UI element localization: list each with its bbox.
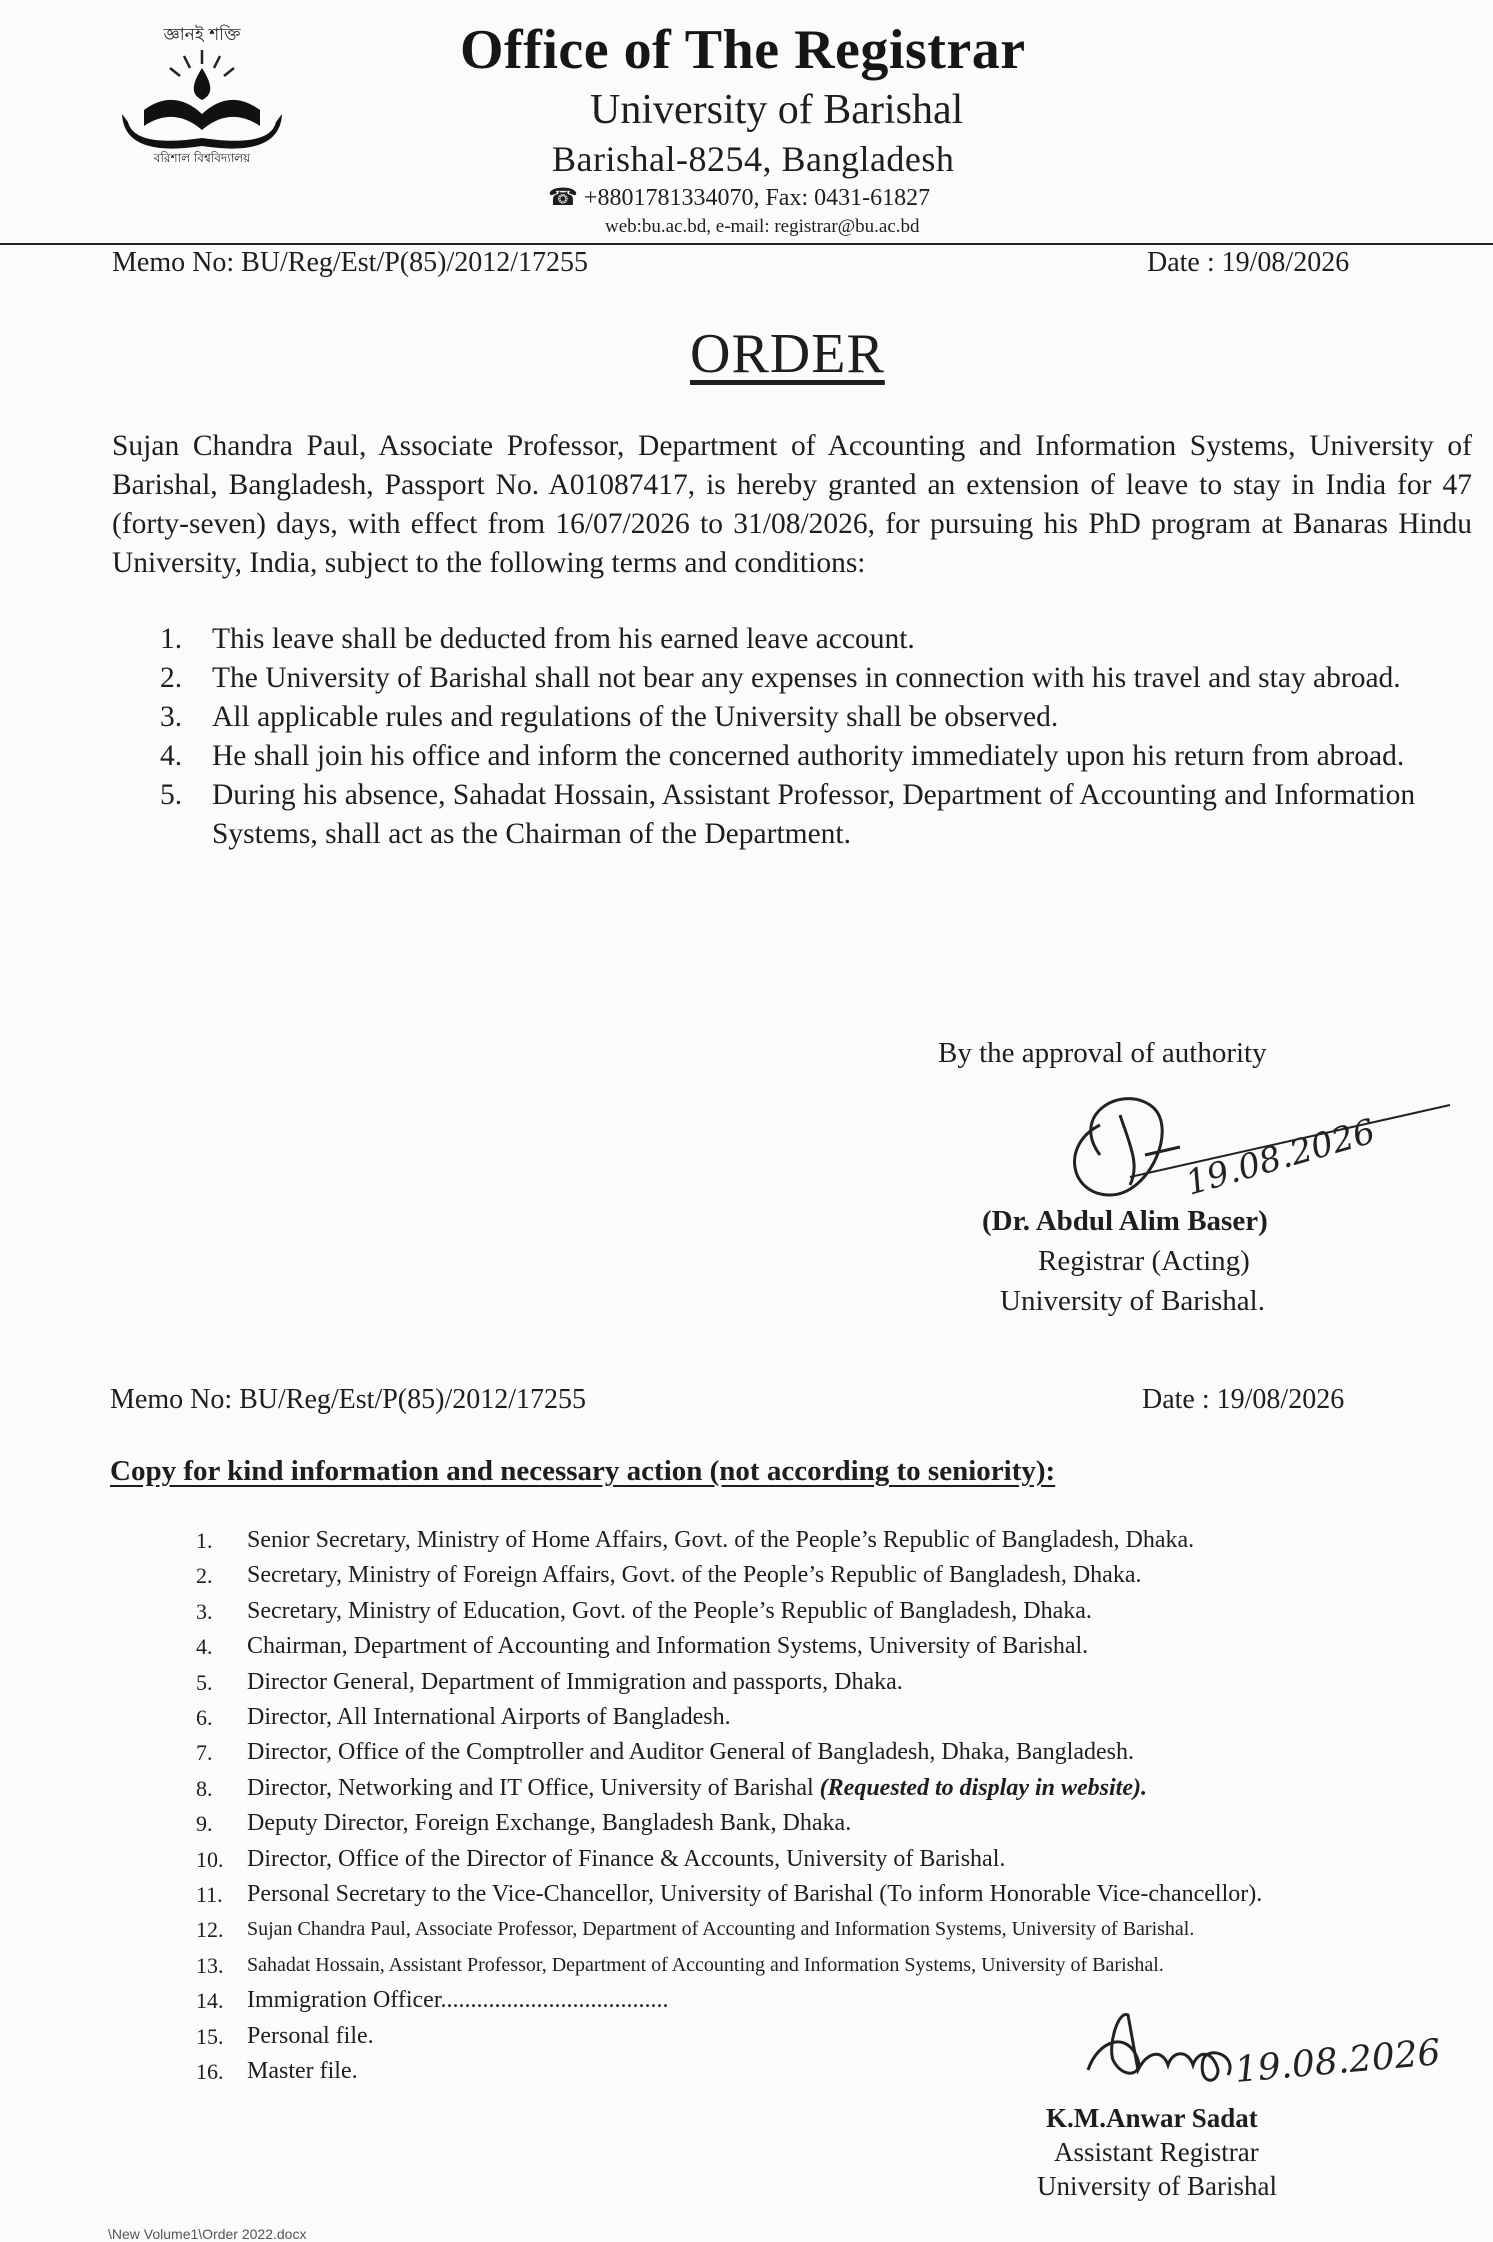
copy-text: Personal file. — [247, 2022, 374, 2049]
copy-item — [190, 1948, 1450, 1983]
condition-item — [112, 698, 1472, 737]
contact-line — [548, 183, 930, 212]
registrar-organization: University of Barishal. — [1000, 1285, 1265, 1317]
copy-number: 15. — [196, 2023, 224, 2049]
university-address: Barishal-8254, Bangladesh — [552, 139, 955, 179]
office-title: Office of The Registrar — [460, 19, 1026, 81]
condition-number: 2. — [160, 662, 183, 694]
university-name: University of Barishal — [590, 87, 964, 133]
copy-text: Director, Office of the Director of Finance & Accounts, University of Barishal. — [247, 1845, 1006, 1872]
copy-item — [190, 1629, 1450, 1664]
logo-caption: বরিশাল বিশ্ববিদ্যালয় — [153, 151, 251, 165]
web-email-line: web:bu.ac.bd, e-mail: registrar@bu.ac.bd — [605, 216, 920, 237]
signature-date: 19.08.2026 — [1181, 1111, 1380, 1204]
copy-text: Director General, Department of Immigration and passports, Dhaka. — [247, 1668, 903, 1695]
copy-number: 14. — [196, 1988, 224, 2014]
copy-item — [190, 1842, 1450, 1877]
copy-number: 8. — [196, 1775, 213, 1801]
copy-item — [190, 1665, 1450, 1700]
condition-item — [112, 620, 1472, 659]
footer-file-path: \New Volume1\Order 2022.docx — [108, 2226, 307, 2242]
assistant-registrar-title: Assistant Registrar — [1054, 2137, 1259, 2167]
condition-item — [112, 659, 1472, 698]
memo-date: Date : 19/08/2026 — [1147, 247, 1350, 278]
memo-date-copy: Date : 19/08/2026 — [1142, 1384, 1345, 1415]
copy-text: Director, Office of the Comptroller and Auditor General of Bangladesh, Dhaka, Bangladesh. — [247, 1739, 1134, 1766]
copy-text: Secretary, Ministry of Education, Govt. of the People’s Republic of Bangladesh, Dhaka. — [247, 1597, 1092, 1624]
copy-number: 10. — [196, 1846, 224, 1872]
copy-text: Senior Secretary, Ministry of Home Affairs, Govt. of the People’s Republic of Bangladesh, Dhaka. — [247, 1527, 1195, 1553]
condition-text: During his absence, Sahadat Hossain, Assistant Professor, Department of Accounting and Information Systems, shall act as the Chairman of the Department. — [212, 779, 1416, 850]
copy-number: 7. — [196, 1740, 213, 1766]
copy-item — [190, 1877, 1450, 1912]
condition-text: He shall join his office and inform the concerned authority immediately upon his return from abroad. — [212, 740, 1405, 772]
university-seal-logo — [104, 18, 294, 168]
copy-number: 16. — [196, 2059, 224, 2085]
copy-text: Immigration Officer...................................... — [247, 1987, 669, 2014]
assistant-registrar-name: K.M.Anwar Sadat — [1046, 2103, 1258, 2133]
approval-text: By the approval of authority — [938, 1037, 1267, 1069]
condition-number: 5. — [160, 779, 183, 811]
order-title: ORDER — [690, 323, 885, 385]
condition-number: 4. — [160, 740, 183, 772]
copy-number: 3. — [196, 1598, 213, 1624]
copy-number: 1. — [196, 1528, 213, 1553]
copy-item — [190, 1771, 1450, 1806]
assistant-registrar-organization: University of Barishal — [1037, 2171, 1277, 2201]
order-body: Sujan Chandra Paul, Associate Professor, Department of Accounting and Information Systems, University of Barishal, Bangladesh, Passport No. A01087417, is hereby granted an extension of leave to stay in India for 47 (forty-seven) days, with effect from 16/07/2026 to 31/08/2026, for pursuing his PhD program at Banaras Hindu University, India, subject to the following terms and conditions: — [112, 430, 1472, 579]
copy-text: Sahadat Hossain, Assistant Professor, Department of Accounting and Information Systems, University of Barishal. — [247, 1953, 1164, 1976]
condition-text: This leave shall be deducted from his earned leave account. — [212, 623, 915, 655]
copy-text: Sujan Chandra Paul, Associate Professor, Department of Accounting and Information Systems, University of Barishal. — [247, 1918, 1195, 1941]
memo-number-copy: Memo No: BU/Reg/Est/P(85)/2012/17255 — [110, 1384, 586, 1415]
copy-number: 9. — [196, 1811, 213, 1837]
signoff-signature-date: 19.08.2026 — [1233, 2032, 1443, 2091]
copy-text: Secretary, Ministry of Foreign Affairs, Govt. of the People’s Republic of Bangladesh, Dhaka. — [247, 1562, 1142, 1589]
copy-number: 4. — [196, 1634, 213, 1660]
copy-number: 5. — [196, 1669, 213, 1695]
copy-item — [190, 1735, 1450, 1770]
contact-text: +8801781334070, Fax: 0431-61827 — [583, 185, 931, 211]
memo-number: Memo No: BU/Reg/Est/P(85)/2012/17255 — [112, 247, 588, 278]
copy-item — [190, 1700, 1450, 1735]
copy-number: 12. — [196, 1917, 224, 1943]
copy-text: Deputy Director, Foreign Exchange, Bangladesh Bank, Dhaka. — [247, 1810, 852, 1837]
telephone-icon: ☎ — [548, 185, 578, 211]
copy-number: 6. — [196, 1705, 213, 1731]
registrar-signature — [1060, 1085, 1460, 1215]
logo-motto: জ্ঞানই শক্তি — [163, 25, 241, 45]
copy-item — [190, 1806, 1450, 1841]
header-divider — [0, 243, 1493, 245]
registrar-name: (Dr. Abdul Alim Baser) — [982, 1205, 1268, 1237]
condition-text: The University of Barishal shall not bear any expenses in connection with his travel and stay abroad. — [212, 662, 1401, 694]
copy-text: Personal Secretary to the Vice-Chancellor, University of Barishal (To inform Honorable Vice-chancellor). — [247, 1881, 1263, 1908]
condition-number: 1. — [160, 623, 183, 655]
copy-number: 2. — [196, 1563, 213, 1589]
copy-text: Director, Networking and IT Office, University of Barishal — [247, 1774, 820, 1801]
copy-text: Director, All International Airports of Bangladesh. — [247, 1704, 731, 1731]
assistant-registrar-signature — [1068, 2000, 1488, 2110]
copy-item — [190, 1558, 1450, 1593]
conditions-list — [112, 620, 1472, 854]
copy-text: Master file. — [247, 2058, 358, 2085]
condition-number: 3. — [160, 701, 183, 733]
condition-item — [112, 776, 1472, 854]
copy-emphasis: (Requested to display in website). — [819, 1774, 1147, 1801]
copy-item — [190, 1523, 1450, 1558]
copy-number: 13. — [196, 1952, 224, 1978]
condition-item — [112, 737, 1472, 776]
copy-item — [190, 1912, 1450, 1947]
copy-heading: Copy for kind information and necessary action (not according to seniority): — [110, 1455, 1056, 1487]
registrar-title: Registrar (Acting) — [1038, 1245, 1250, 1277]
copy-text: Chairman, Department of Accounting and Information Systems, University of Barishal. — [247, 1633, 1089, 1660]
copy-item — [190, 1594, 1450, 1629]
copy-number: 11. — [196, 1882, 223, 1908]
condition-text: All applicable rules and regulations of the University shall be observed. — [212, 701, 1059, 733]
